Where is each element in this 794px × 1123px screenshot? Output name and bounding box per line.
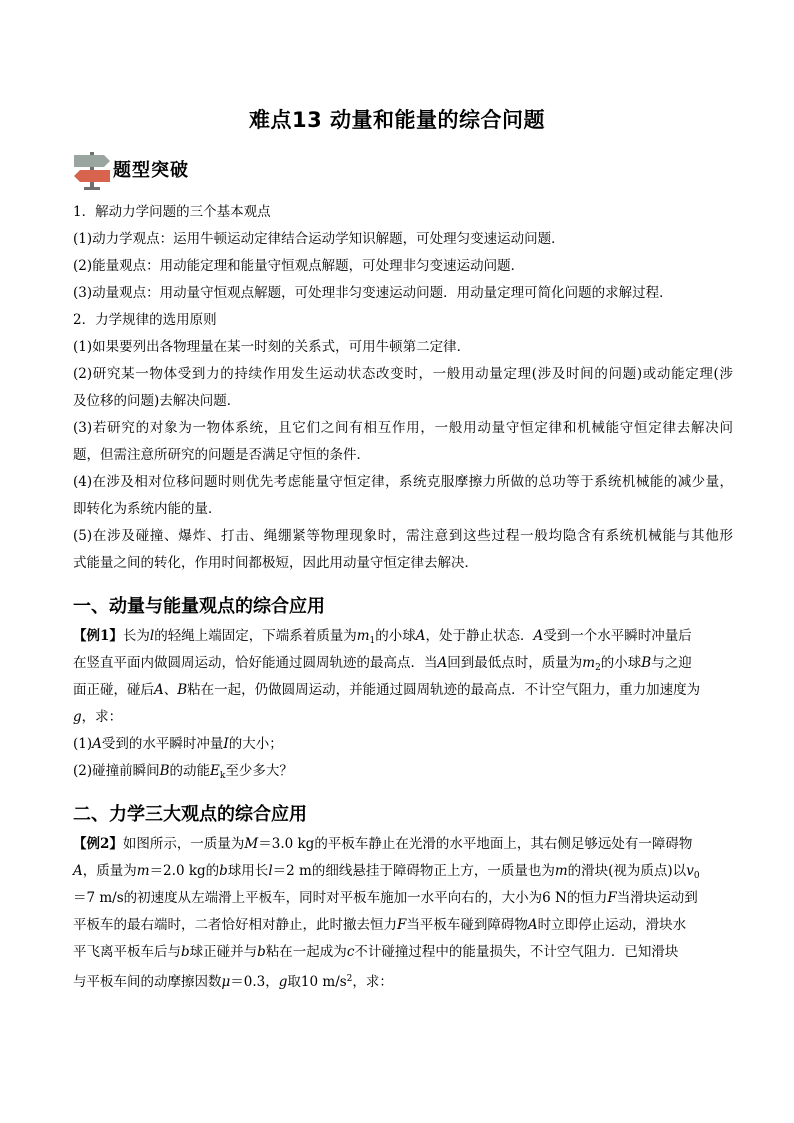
example-2-line-4: 平板车的最右端时，二者恰好相对静止，此时撤去恒力F当平板车碰到障碍物A时立即停止运动，滑块水: [73, 917, 687, 933]
intro-heading-2: 2．力学规律的选用原则: [73, 312, 217, 328]
example-2-tag: 【例2】: [73, 836, 123, 852]
principle-4-line-2: 即转化为系统内能的量．: [73, 501, 222, 517]
principle-4-line-1: (4)在涉及相对位移问题时则优先考虑能量守恒定律，系统克服摩擦力所做的总功等于系统机械能的减少量，: [73, 474, 733, 490]
principle-3-line-2: 题，但需注意所研究的问题是否满足守恒的条件．: [73, 447, 370, 463]
example-1-question-2: (2)碰撞前瞬间B的动能$E_k$至少多大？: [73, 763, 293, 781]
intro-heading-1: 1．解动力学问题的三个基本观点: [73, 204, 271, 220]
example-1-line-4: g，求：: [73, 709, 123, 725]
principle-5-line-1: (5)在涉及碰撞、爆炸、打击、绳绷紧等物理现象时，需注意到这些过程一般均隐含有系统机械能与其他形: [73, 528, 733, 544]
page-title: 难点13 动量和能量的综合问题: [248, 108, 546, 132]
example-1-line-3: 面正碰，碰后A、B粘在一起，仍做圆周运动，并能通过圆周轨迹的最高点．不计空气阻力，重力加速度为: [73, 682, 701, 698]
principle-2-line-1: (2)研究某一物体受到力的持续作用发生运动状态改变时，一般用动量定理(涉及时间的问题)或动能定理(涉: [73, 366, 733, 382]
principle-3-line-1: (3)若研究的对象为一物体系统，且它们之间有相互作用，一般用动量守恒定律和机械能守恒定律去解决问: [73, 420, 733, 436]
section-1-heading: 一、动量与能量观点的综合应用: [73, 596, 325, 617]
example-2-line-5: 平飞离平板车后与b球正碰并与b粘在一起成为c不计碰撞过程中的能量损失，不计空气阻力．已知滑块: [73, 944, 679, 960]
intro-point-3: (3)动量观点：用动量守恒观点解题，可处理非匀变速运动问题．用动量定理可简化问题的求解过程．: [73, 285, 673, 301]
example-2-line-1: 【例2】如图所示，一质量为M＝3.0 kg的平板车静止在光滑的水平地面上，其右侧足够远处有一障碍物: [73, 836, 693, 852]
example-1-question-1: (1)A受到的水平瞬时冲量I的大小；: [73, 736, 283, 752]
badge-label: 题型突破: [113, 160, 189, 181]
example-1-line-2: 在竖直平面内做圆周运动，恰好能通过圆周轨迹的最高点．当A回到最低点时，质量为$m_2$的小球B与之迎: [73, 655, 692, 673]
signpost-icon: [70, 150, 114, 190]
example-2-line-6: 与平板车间的动摩擦因数μ＝0.3，g取10 $m/s^2$，求：: [73, 974, 393, 990]
example-1-tag: 【例1】: [73, 628, 123, 644]
example-2-line-2: A，质量为m＝2.0 kg的b球用长l＝2 m的细线悬挂于障碍物正上方，一质量也为m的滑块(视为质点)以$v_0$: [73, 863, 700, 881]
principle-1: (1)如果要列出各物理量在某一时刻的关系式，可用牛顿第二定律．: [73, 339, 471, 355]
principle-2-line-2: 及位移的问题)去解决问题．: [73, 393, 241, 409]
intro-point-1: (1)动力学观点：运用牛顿运动定律结合运动学知识解题，可处理匀变速运动问题．: [73, 231, 565, 247]
principle-5-line-2: 式能量之间的转化，作用时间都极短，因此用动量守恒定律去解决．: [73, 555, 478, 571]
intro-point-2: (2)能量观点：用动能定理和能量守恒观点解题，可处理非匀变速运动问题．: [73, 258, 525, 274]
section-badge: [70, 150, 210, 190]
example-1-line-1: 【例1】长为l的轻绳上端固定，下端系着质量为$m_1$的小球A，处于静止状态．A受到一个水平瞬时冲量后: [73, 628, 692, 646]
example-2-line-3: ＝7 m/s的初速度从左端滑上平板车，同时对平板车施加一水平向右的，大小为6 N的恒力F当滑块运动到: [73, 890, 698, 906]
section-2-heading: 二、力学三大观点的综合应用: [73, 804, 307, 825]
